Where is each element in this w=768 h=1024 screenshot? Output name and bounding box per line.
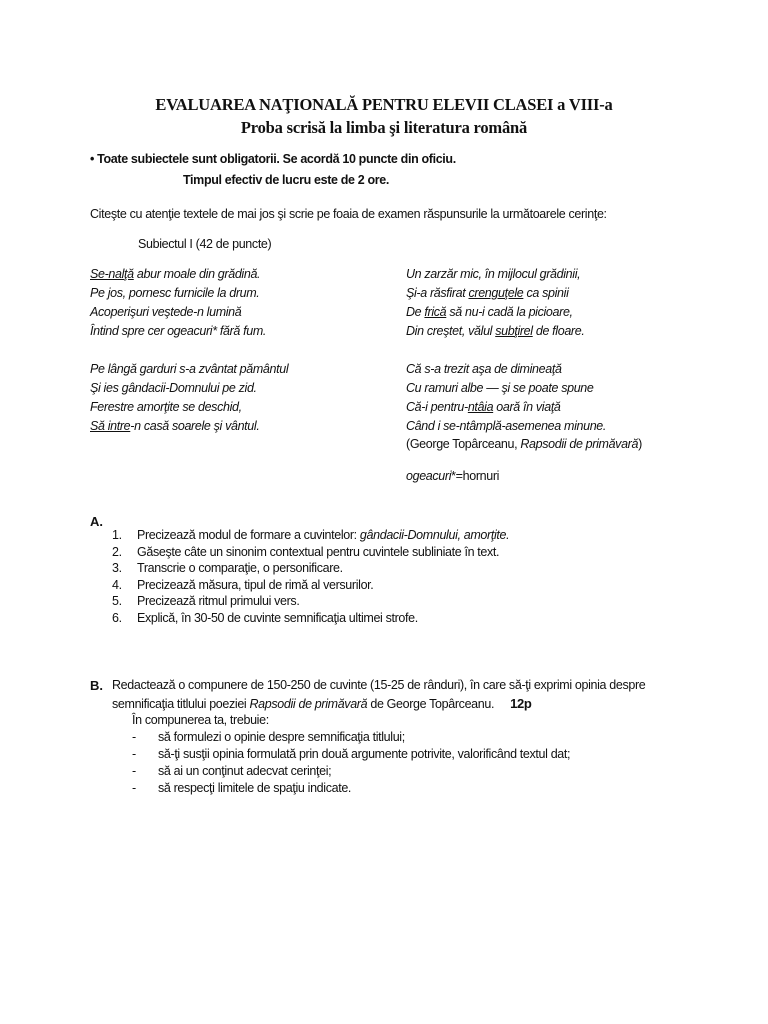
poem-text: Din creştet, vălul [406,324,496,338]
poem-line [90,419,259,433]
task-number: 4. [112,577,122,592]
task-number: 5. [112,594,122,609]
subject-heading: Subiectul I (42 de puncte) [138,237,272,251]
task-number: 6. [112,610,122,625]
task-text: Găseşte câte un sinonim contextual pentru cuvintele subliniate în text. [137,544,500,559]
poem-text: -n casă soarele şi vântul. [130,419,260,433]
page-subtitle: Proba scrisă la limba şi literatura română [240,118,528,137]
task-item [112,594,509,611]
poem-text: abur moale din grădină. [133,267,261,281]
requirement-item [132,730,570,747]
poem-line: Întind spre cer ogeacuri* fără fum. [90,324,267,338]
task-item [112,545,509,562]
source-close: ) [638,437,642,451]
prompt-text: semnificaţia titlului poeziei [112,697,250,711]
poem-text: De [406,305,425,319]
poem-line [406,305,573,319]
bullet-dash: - [132,747,136,761]
gloss-definition: *=hornuri [451,469,500,483]
task-text: Precizează măsura, tipul de rimă al versurilor. [137,577,374,592]
requirement-text: să-ţi susţii opinia formulată prin două argumente potrivite, valorificând textul dat; [158,747,571,761]
poem-line: Pe jos, pornesc furnicile la drum. [90,286,260,300]
poem-line: Cu ramuri albe — şi se poate spune [406,381,594,395]
task-italic: gândacii-Domnului, amorţite. [359,528,510,542]
poem-line: Şi ies gândacii-Domnului pe zid. [90,381,257,395]
prompt-poem-title: Rapsodii de primăvară [249,697,368,711]
underlined-word: Să intre [90,419,131,433]
poem-text: Că-i pentru- [406,400,468,414]
poem-line: Pe lângă garduri s-a zvântat pământul [90,362,289,376]
task-text: Explică, în 30-50 de cuvinte semnificaţia ultimei strofe. [137,610,418,625]
bullet-dash: - [132,730,136,744]
requirement-text: să ai un conţinut adecvat cerinţei; [158,764,332,778]
poem-source [406,437,642,451]
underlined-word: frică [424,305,447,319]
task-item [112,561,509,578]
poem-line: Ferestre amorţite se deschid, [90,400,242,414]
poem-line: Un zarzăr mic, în mijlocul grădinii, [406,267,581,281]
requirement-item [132,781,570,798]
poem-line: Acoperişuri veştede-n lumină [90,305,242,319]
poem-line [406,286,569,300]
poem-line: Când i se-ntâmplă-asemenea minune. [406,419,607,433]
prompt-text: de George Topârceanu. [367,697,495,711]
poem-text: oară în viaţă [493,400,561,414]
glossary-note [406,469,499,483]
requirement-text: să respecţi limitele de spaţiu indicate. [158,781,352,795]
underlined-word: crenguţele [468,286,524,300]
poem-text: să nu-i cadă la picioare, [446,305,573,319]
page-title: EVALUAREA NAŢIONALĂ PENTRU ELEVII CLASEI a VIII-a [155,95,613,114]
poem-line [90,267,260,281]
poem-line [406,400,561,414]
requirements-list [132,730,570,798]
requirements-heading: În compunerea ta, trebuie: [132,713,269,727]
poem-line [406,324,584,338]
poem-line: Că s-a trezit aşa de dimineaţă [406,362,562,376]
underlined-word: subţirel [495,324,533,338]
task-item [112,578,509,595]
poem-text: ca spinii [523,286,569,300]
task-text: Transcrie o comparaţie, o personificare. [137,561,343,576]
task-item [112,611,509,628]
task-text: Precizează ritmul primului vers. [137,594,300,609]
underlined-word: Se-nalţă [90,267,134,281]
source-title: Rapsodii de primăvară [520,437,639,451]
notice-line-1: • Toate subiectele sunt obligatorii. Se acordă 10 puncte din oficiu. [90,152,456,166]
bullet-dash: - [132,781,136,795]
section-b-prompt-line-2 [112,696,531,711]
source-author: (George Topârceanu, [406,437,521,451]
task-number: 3. [112,561,122,576]
underlined-word: ntâia [467,400,494,414]
notice-line-2: Timpul efectiv de lucru este de 2 ore. [183,173,389,187]
poem-text: Şi-a răsfirat [406,286,469,300]
section-a-task-list [112,528,509,628]
gloss-term: ogeacuri [406,469,452,483]
section-a-label: A. [90,514,103,529]
task-number: 1. [112,528,122,542]
bullet-dash: - [132,764,136,778]
task-text: Precizează modul de formare a cuvintelor: [137,528,360,542]
task-number: 2. [112,544,122,559]
intro-instructions: Citeşte cu atenţie textele de mai jos şi scrie pe foaia de examen răspunsurile la următoarele cerinţe: [90,207,607,221]
requirement-text: să formulezi o opinie despre semnificaţia titlului; [158,730,405,744]
requirement-item [132,747,570,764]
section-b-prompt-line-1: Redactează o compunere de 150-250 de cuvinte (15-25 de rânduri), în care să-ţi exprimi opinia despre [112,678,646,692]
poem-text: de floare. [532,324,585,338]
section-b-label: B. [90,678,103,693]
task-item [112,528,509,545]
points-badge: 12p [510,696,532,711]
requirement-item [132,764,570,781]
